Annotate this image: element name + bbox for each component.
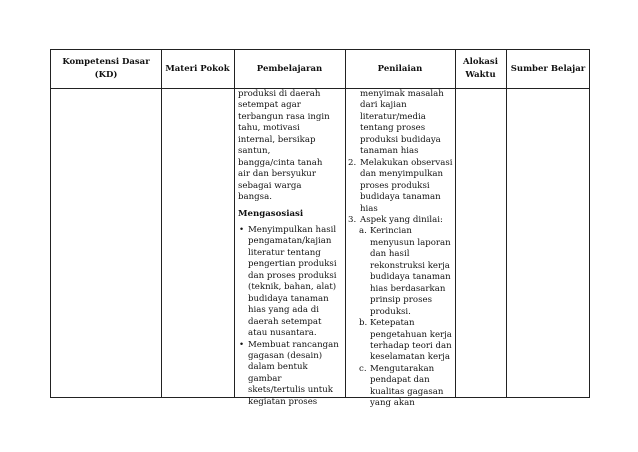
text-line: Mengutarakan (370, 363, 435, 374)
text-line: gagasan (desain) (248, 350, 323, 361)
sub-item-a (348, 226, 454, 318)
item-number: 3. (348, 214, 357, 225)
text-line: produksi di daerah (238, 89, 321, 99)
penilaian-top-text (348, 89, 454, 158)
text-line: pengamatan/kajian (248, 236, 332, 247)
text-line: dari kajian (360, 100, 407, 111)
text-line: gambar (248, 373, 282, 384)
text-line: bangga/cinta tanah (238, 157, 323, 168)
header-pembelajaran (234, 50, 345, 88)
text-line: budidaya tanaman (370, 272, 451, 283)
text-line: hias (360, 203, 378, 214)
column-divider (345, 50, 346, 397)
header-sumber-belajar (506, 50, 590, 88)
bullet-item (238, 340, 344, 409)
text-line: terhadap teori dan (370, 340, 452, 351)
text-line: air dan bersyukur (238, 169, 316, 180)
pembelajaran-cell (238, 89, 344, 408)
text-line: dan hasil (370, 249, 410, 260)
text-line: Kerincian (370, 226, 412, 237)
text-line: proses produksi (360, 180, 430, 191)
text-line: Ketepatan (370, 318, 415, 329)
header-penilaian-label: Penilaian (377, 63, 423, 74)
text-line: pendapat dan (370, 375, 430, 386)
text-line: Aspek yang dinilai: (360, 214, 443, 225)
text-line: keselamatan kerja (370, 352, 450, 363)
header-sumber-label: Sumber Belajar (510, 63, 586, 74)
text-line: hias yang ada di (248, 305, 320, 316)
text-line: dan proses produksi (248, 270, 337, 281)
sub-item-b (348, 318, 454, 364)
text-line: hias berdasarkan (370, 283, 446, 294)
column-divider (234, 50, 235, 397)
text-line: budidaya tanaman (248, 293, 329, 304)
text-line: literatur tentang (248, 247, 321, 258)
item-number: 2. (348, 157, 357, 168)
text-line: sebagai warga (238, 180, 302, 191)
header-penilaian (345, 50, 455, 88)
sub-item-letter: a. (359, 226, 367, 237)
header-pembelajaran-label: Pembelajaran (256, 63, 323, 74)
section-title-mengasosiasi: Mengasosiasi (238, 208, 304, 219)
header-kompetensi-dasar (51, 50, 161, 88)
text-line: kualitas gagasan (370, 386, 444, 397)
sub-item-letter: c. (359, 363, 367, 374)
text-line: bangsa. (238, 192, 272, 203)
text-line: dan menyimpulkan (360, 169, 444, 180)
text-line: dalam bentuk (248, 362, 308, 373)
numbered-item-2 (348, 158, 454, 215)
text-line: pengertian produksi (248, 259, 337, 270)
penilaian-cell (348, 89, 454, 410)
text-line: literatur/media (360, 111, 426, 122)
text-line: yang akan (370, 398, 415, 409)
text-line: prinsip proses (370, 295, 432, 306)
text-line: produksi. (370, 306, 411, 317)
lesson-plan-table (50, 49, 590, 409)
text-line: setempat agar (238, 100, 301, 111)
header-kd-line1: Kompetensi Dasar (62, 57, 150, 67)
header-alokasi-waktu (455, 50, 506, 88)
column-divider (161, 50, 162, 397)
text-line: budidaya tanaman (360, 192, 441, 203)
text-line: Melakukan observasi (360, 157, 453, 168)
text-line: • Membuat rancangan (248, 339, 339, 350)
text-line: rekonstruksi kerja (370, 260, 450, 271)
text-line: daerah setempat (248, 316, 322, 327)
pembelajaran-top-text (238, 89, 344, 204)
header-alokasi-line2: Waktu (465, 70, 496, 80)
sub-item-c (348, 364, 454, 410)
text-line: atau nusantara. (248, 328, 317, 339)
text-line: pengetahuan kerja (370, 329, 452, 340)
text-line: tanaman hias (360, 146, 419, 157)
text-line: produksi budidaya (360, 134, 441, 145)
text-line: internal, bersikap (238, 134, 316, 145)
text-line: kegiatan proses (248, 396, 318, 407)
text-line: tentang proses (360, 123, 426, 134)
bullet-item (238, 225, 344, 340)
header-alokasi-line1: Alokasi (463, 57, 498, 67)
text-line: tahu, motivasi (238, 123, 300, 134)
text-line: menyimak masalah (360, 89, 444, 99)
text-line: santun, (238, 146, 271, 157)
column-divider (506, 50, 507, 397)
header-materi-pokok (161, 50, 234, 88)
text-line: skets/tertulis untuk (248, 385, 334, 396)
text-line: terbangun rasa ingin (238, 111, 330, 122)
header-kd-line2: (KD) (94, 70, 118, 80)
text-line: menyusun laporan (370, 237, 451, 248)
column-divider (455, 50, 456, 397)
text-line: • Menyimpulkan hasil (248, 224, 337, 235)
header-materi-label: Materi Pokok (165, 63, 230, 74)
sub-item-letter: b. (359, 318, 368, 329)
numbered-item-3 (348, 215, 454, 226)
text-line: (teknik, bahan, alat) (248, 282, 337, 293)
